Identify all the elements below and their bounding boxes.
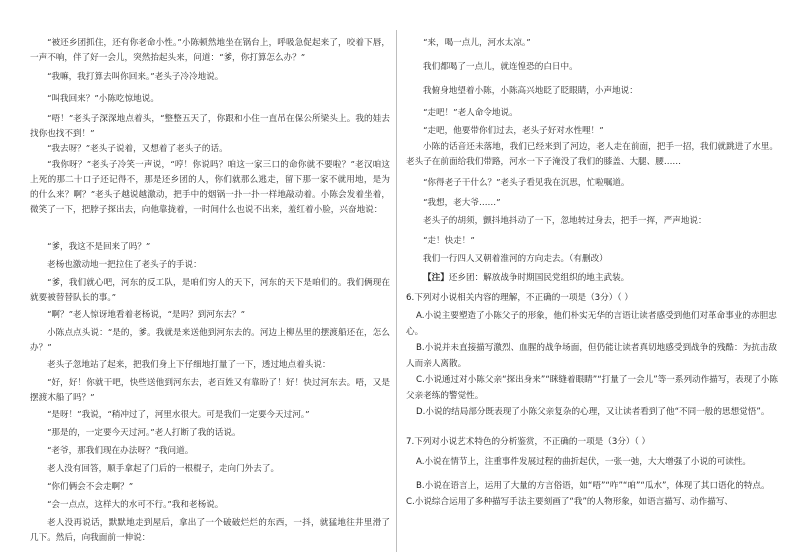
question-7-option-a: A.小说在情节上，注重事件发展过程的曲折起伏，一张一弛，大大增强了小说的可读性。: [416, 457, 752, 467]
question-6-option-c: C.小说通过对小陈父亲“探出身来”“眯缝着眼睛”“打量了一会儿”等一系列动作描写，表现了小陈父亲老练的警觉性。: [406, 375, 778, 401]
right-column: [406, 0, 778, 560]
paragraph: 小陈点点头说：“是的，爹。我就是来送他到河东去的。河边上柳丛里的摆渡船还在，怎么办？”: [30, 328, 390, 353]
note-text: 还乡团：解放战争时期国民党组织的地主武装。: [448, 273, 630, 283]
paragraph: “被还乡团抓住，还有你老命小性。”小陈顿然地坐在锅台上，呼吸急促起来了，咬着下唇，一声不响，伴了好一会儿，突然抬起头来，问道：“爹，你打算怎么办？”: [30, 38, 390, 63]
paragraph: “会一点点，这样大的水可不行。”我和老杨说。: [47, 500, 224, 510]
paragraph: 我们一行四人又朝着淮河的方向走去。（有删改）: [423, 254, 608, 264]
paragraph: 老人没再说话，默默地走到屋后，拿出了一个破破烂烂的东西，一抖，就猛地往井里滑了几下。然后，向我面前一伸说：: [30, 518, 390, 543]
paragraph: “我想，老大爷……”: [423, 198, 501, 208]
paragraph: “叫我回来？”小陈吃惊地说。: [47, 94, 159, 104]
paragraph: “唔！”老头子深深地点着头，“整整五天了，你跟和小住一直吊在保公所梁头上。我的娃去找你也找不到！”: [30, 114, 390, 139]
paragraph: 小陈的话音还未落地，我们已经来到了河边，老人走在前面，把手一招，我们就跳进了水里。老头子在前面给我们带路，河水一下子淹没了我们的膝盖、大腿、腰……: [406, 142, 778, 167]
paragraph: 老头子的胡须，颤抖地抖动了一下，忽地转过身去，把手一挥，严声地说：: [423, 216, 707, 226]
paragraph: “是呀！”我说，“稍冲过了，河里水很大。可是我们一定要今天过河。”: [47, 410, 310, 420]
question-6-stem: 6.下列对小说相关内容的理解，不正确的一项是（3分）（ ）: [406, 293, 633, 303]
paragraph: “啊？”老人惊讶地看着老杨说，“是吗？到河东去？”: [47, 310, 246, 320]
question-6-option-d: D.小说的结局部分既表现了小陈父亲复杂的心理，又让读者看到了他“不同一般的思想觉悟”。: [416, 407, 770, 417]
paragraph: “爹，我们就心吧，河东的反工队，是咱们穷人的天下，河东的天下是咱们的。我们俩现在就要被替替队长的事。”: [30, 278, 390, 303]
column-divider: [396, 30, 397, 552]
paragraph: “我嘛，我打算去叫你回来。”老头子冷冷地说。: [47, 72, 224, 82]
paragraph: “你们俩会不会走啊？”: [47, 482, 134, 492]
paragraph: “好，好！你就干吧，快些送他到河东去，老百姓又有靠盼了！好！快过河东去。唔，又是摆渡木船了吗？”: [30, 378, 390, 403]
paragraph: “那是的，一定要今天过河。”老人打断了我的话说。: [47, 428, 241, 438]
paragraph: 我们都喝了一点儿，就连惶恐的白日中。: [423, 62, 578, 72]
paragraph: 我俯身地望着小陈，小陈高兴地眨了眨眼睛，小声地说：: [423, 86, 638, 96]
question-7-stem: 7.下列对小说艺术特色的分析鉴赏，不正确的一项是（3分）（ ）: [406, 437, 651, 447]
paragraph: 老人没有回答，顺手拿起了门后的一根棍子，走向门外去了。: [47, 464, 280, 474]
note-label: 【注】: [423, 273, 449, 283]
annotation-note: [406, 270, 778, 286]
paragraph: “走吧，他要带你们过去，老头子好对水性哩！”: [423, 126, 604, 136]
paragraph: 老头子忽地站了起来，把我们身上下仔细地打量了一下，透过地点着头说：: [47, 360, 331, 370]
paragraph: “老爷，那我们现在办法呀？”我问道。: [47, 446, 194, 456]
paragraph: “你得老子干什么？”老头子看见我在沉思，忙啦嘱道。: [423, 178, 630, 188]
question-6-option-a: A.小说主要塑造了小陈父子的形象，他们朴实无华的言语让读者感受到他们对革命事业的赤胆忠心。: [406, 311, 777, 337]
question-6-option-b: B.小说并未直接描写激烈、血腥的战争场面，但仍能让读者真切地感受到战争的残酷：为抗击敌人而亲人离散。: [406, 343, 777, 369]
paragraph: “爹，我这不是回来了吗？”: [47, 242, 151, 252]
paragraph: “来，喝一点儿，河水太凉。”: [423, 38, 531, 48]
left-column: [30, 0, 390, 560]
paragraph: “走吧！”老人命令地说。: [423, 108, 518, 118]
paragraph: “走！快走！”: [423, 236, 475, 246]
question-7-option-b: B.小说在语言上，运用了大量的方言俗语，如“唔”“咋”“咱”“瓜水”，体现了其口语化的特点。C.小说综合运用了多种描写手法主要刻画了“我”的人物形象，如语言描写、动作描写、: [406, 481, 770, 507]
paragraph: 老杨也激动地一把拉住了老头子的手说：: [47, 260, 202, 270]
paragraph: “我去呀？”老头子说着，又想着了老头子的话。: [47, 144, 228, 154]
paragraph: “我你呀？”老头子冷笑一声说，“哼！你说吗？咱这一家三口的命你就不要啦？”老汉咱这上死的那二十口子还记得不，那是还乡团的人，你们就那么逃走，留下那一家不就用地，是为的什么来？啊？”老头子越说越激动，把手中的烟锅一扑一扑一样地敲动着。小陈会发着坐着，微笑了一下，把脖子探出去，向他靠拢着，一时间什么也说不出来，羞红着小脸，兴奋地说：: [30, 160, 390, 215]
